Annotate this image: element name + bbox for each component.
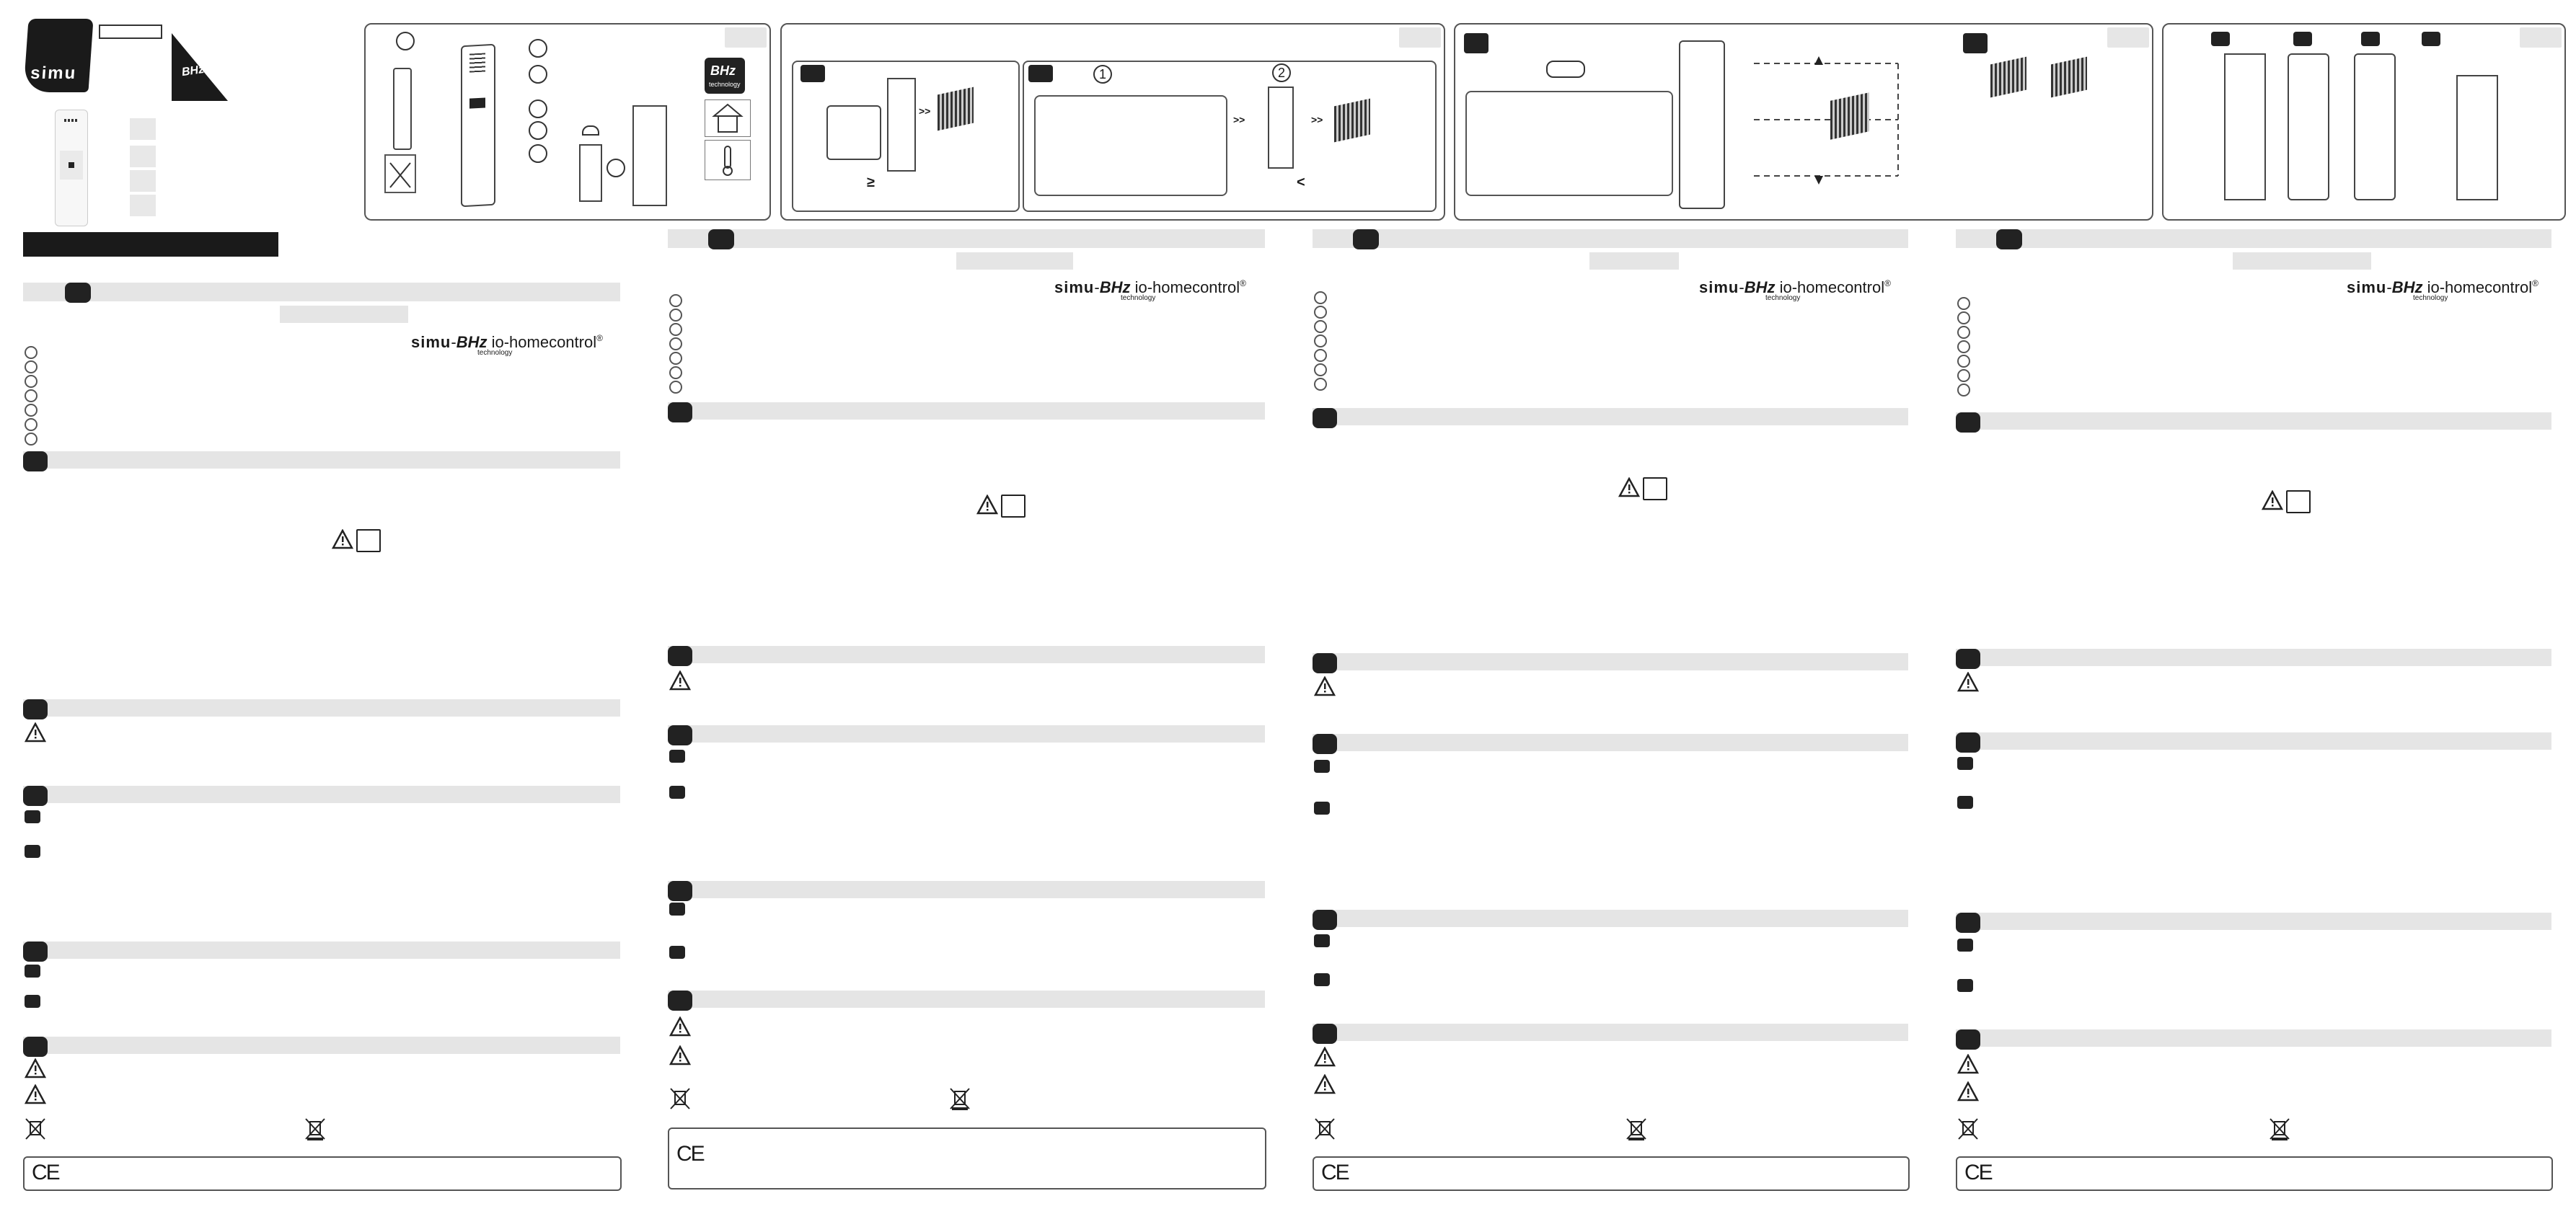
warning-icon (25, 1084, 46, 1104)
step-2-label: 2 (1272, 63, 1291, 82)
lt-symbol: < (1297, 174, 1305, 190)
key-icon (1546, 61, 1585, 78)
list-bullet-5 (1957, 355, 1970, 368)
sub-badge (25, 995, 40, 1008)
callout-2 (529, 65, 547, 84)
list-bullet-7 (669, 381, 682, 394)
manual-icon (1001, 495, 1025, 518)
list-bullet-4 (669, 337, 682, 350)
arrow-a: >> (919, 105, 931, 117)
list-bullet-1 (1314, 291, 1327, 304)
arrow-b1: >> (1233, 114, 1245, 125)
section-badge (1956, 1029, 1980, 1050)
weee-bin-icon-2 (304, 1117, 326, 1140)
led-table (1034, 95, 1227, 196)
subtitle-bar (1589, 252, 1679, 270)
section-bar-2 (668, 646, 1265, 663)
blind-icon-b (1334, 99, 1370, 143)
warning-icon (1957, 1081, 1979, 1102)
list-bullet-7 (1314, 378, 1327, 391)
blind-icon-d1 (1990, 57, 2026, 98)
section-bar-5 (1956, 1029, 2551, 1047)
step-badge-d (1963, 33, 1988, 53)
section-badge (1956, 412, 1980, 433)
section-badge (668, 402, 692, 422)
section-bar-safety (1313, 408, 1908, 425)
ce-mark-box (1313, 1156, 1910, 1191)
brand-technology: technology (1765, 294, 1801, 302)
led-table-c (1465, 91, 1673, 196)
diagram-panel-battery (2162, 23, 2566, 221)
simu-logo-text: simu (30, 63, 78, 83)
bhz-badge-tech: technology (709, 81, 741, 88)
lang-tab-3[interactable] (130, 170, 156, 192)
list-bullet-6 (669, 366, 682, 379)
brand-reg: ® (2532, 278, 2538, 288)
callout-6 (606, 159, 625, 177)
section-bar-5 (668, 991, 1265, 1008)
section-badge (23, 699, 48, 719)
subpanel-c2 (1953, 25, 2149, 216)
sub-badge (1957, 979, 1973, 992)
sub-badge (1314, 934, 1330, 947)
step-badge-b (1028, 65, 1053, 82)
language-badge (1353, 229, 1379, 249)
section-badge (1313, 734, 1337, 754)
product-photo-remote (55, 110, 88, 226)
list-bullet-2 (1314, 306, 1327, 319)
language-badge (65, 283, 91, 303)
panel-tab (725, 27, 767, 48)
sub-badge (1314, 760, 1330, 773)
simu-bhz-iohc-brand: simu-BHz io-homecontrol® technology (1699, 278, 1891, 302)
warning-icon (1957, 672, 1979, 692)
diagram-panel-overview (364, 23, 771, 221)
simu-bhz-iohc-brand: simu-BHz io-homecontrol® technology (411, 333, 603, 357)
section-badge (1313, 910, 1337, 930)
simu-logo (23, 19, 93, 92)
warning-icon (1618, 477, 1640, 497)
bhz-logo-text: BHz (180, 63, 206, 79)
remote-open-3 (2354, 53, 2396, 200)
section-bar-3 (1313, 734, 1908, 751)
remote-drawing (887, 78, 916, 172)
section-bar-3 (23, 786, 620, 803)
section-bar-3 (1956, 732, 2551, 750)
warning-icon (1314, 1047, 1336, 1067)
list-bullet-2 (1957, 311, 1970, 324)
manual-icon (356, 529, 381, 552)
blind-icon-c (1830, 92, 1869, 139)
section-badge (1313, 1024, 1337, 1044)
warning-icon (1314, 1074, 1336, 1094)
ce-mark-box (668, 1127, 1266, 1189)
bhz-badge-text: BHz (710, 63, 736, 78)
weee-bin-icon (669, 1087, 691, 1110)
ce-mark-box (23, 1156, 622, 1191)
warning-icon (2262, 490, 2283, 510)
motor-button-drawing (826, 105, 881, 160)
simu-bhz-iohc-brand: simu-BHz io-homecontrol® technology (1054, 278, 1246, 302)
subpanel-a (792, 61, 1020, 212)
section-header-bar (23, 283, 620, 301)
step-badge-a (800, 65, 825, 82)
list-bullet-2 (25, 360, 38, 373)
weee-bin-icon (25, 1117, 46, 1140)
panel-tab (1399, 27, 1441, 48)
language-badge (708, 229, 734, 249)
section-bar-safety (1956, 412, 2551, 430)
section-badge (23, 941, 48, 962)
cover-black-band (23, 232, 278, 257)
remote-open-4 (2456, 75, 2498, 200)
list-bullet-3 (25, 375, 38, 388)
list-bullet-5 (1314, 349, 1327, 362)
section-badge (1313, 408, 1337, 428)
brand-reg: ® (596, 333, 603, 343)
brand-iohc: io-homecontrol (1779, 278, 1885, 296)
brand-bhz: BHz (2391, 278, 2423, 296)
section-bar-safety (23, 451, 620, 469)
language-badge (1996, 229, 2022, 249)
sub-badge (669, 903, 685, 916)
lang-tab-1[interactable] (130, 118, 156, 140)
diagram-panel-pairing (780, 23, 1445, 221)
callout-4 (529, 121, 547, 140)
brand-technology: technology (477, 349, 513, 357)
panel-tab (2520, 27, 2562, 48)
subtitle-bar (2233, 252, 2371, 270)
brand-reg: ® (1884, 278, 1891, 288)
lang-tab-4[interactable] (130, 195, 156, 216)
section-bar-4 (23, 941, 620, 959)
ge-symbol: ≥ (867, 174, 875, 190)
thermometer-icon (705, 140, 751, 180)
section-badge (668, 646, 692, 666)
list-bullet-1 (25, 346, 38, 359)
brand-bhz: BHz (1099, 278, 1131, 296)
simu-bhz-iohc-brand: simu-BHz io-homecontrol® technology (2347, 278, 2538, 302)
warning-icon (669, 1045, 691, 1065)
section-badge (668, 881, 692, 901)
house-icon (705, 99, 751, 137)
ce-mark: CE (676, 1142, 704, 1166)
warning-icon (669, 1016, 691, 1037)
manual-icon (2286, 490, 2311, 513)
brand-iohc: io-homecontrol (1134, 278, 1240, 296)
callout-circle (396, 32, 415, 50)
weee-bin-icon-2 (2269, 1117, 2290, 1140)
brand-simu: simu (2347, 278, 2387, 296)
weee-bin-icon (1957, 1117, 1979, 1140)
step-badge-e1 (2211, 32, 2230, 46)
remote-drawing-c (1679, 40, 1725, 209)
brand-technology: technology (1121, 294, 1156, 302)
sub-badge (1314, 802, 1330, 815)
callout-3 (529, 99, 547, 118)
list-bullet-7 (1957, 384, 1970, 396)
section-bar-2 (1313, 653, 1908, 670)
section-badge (1956, 732, 1980, 753)
warning-icon (25, 1058, 46, 1078)
section-bar-4 (1313, 910, 1908, 927)
step-badge-e4 (2422, 32, 2440, 46)
section-bar-safety (668, 402, 1265, 420)
sub-badge (25, 965, 40, 978)
section-bar-3 (668, 725, 1265, 743)
brand-iohc: io-homecontrol (491, 333, 597, 351)
list-bullet-5 (669, 352, 682, 365)
weee-bin-icon-2 (1626, 1117, 1647, 1140)
sub-badge (1957, 757, 1973, 770)
list-bullet-5 (25, 404, 38, 417)
remote-top-icon (582, 125, 599, 136)
warning-icon (976, 495, 998, 515)
remote-front-drawing (461, 44, 495, 208)
brand-simu: simu (411, 333, 451, 351)
lang-tab-2[interactable] (130, 146, 156, 167)
warning-icon (25, 722, 46, 743)
brand-simu: simu (1054, 278, 1095, 296)
list-bullet-1 (669, 294, 682, 307)
list-bullet-3 (1314, 320, 1327, 333)
weee-bin-icon-2 (949, 1087, 971, 1110)
remote-open-1 (2224, 53, 2266, 200)
list-bullet-6 (1314, 363, 1327, 376)
list-bullet-7 (25, 433, 38, 446)
blind-icon-d2 (2051, 57, 2087, 98)
subtitle-bar (280, 306, 408, 323)
arrow-b2: >> (1311, 114, 1323, 125)
brand-bhz: BHz (1744, 278, 1776, 296)
warning-icon (332, 529, 353, 549)
step-badge-e3 (2361, 32, 2380, 46)
brand-bhz: BHz (456, 333, 488, 351)
remote-open-2 (2288, 53, 2329, 200)
section-bar-2 (1956, 649, 2551, 666)
ce-mark: CE (1964, 1161, 1992, 1184)
section-bar-4 (668, 881, 1265, 898)
wall-holder-drawing (393, 68, 412, 150)
section-badge (23, 451, 48, 471)
section-header-bar (668, 229, 1265, 248)
section-bar-5 (1313, 1024, 1908, 1041)
section-badge (668, 725, 692, 745)
step-badge-c (1464, 33, 1488, 53)
bhz-technology-badge (705, 58, 745, 94)
section-badge (668, 991, 692, 1011)
remote-small-drawing (579, 144, 602, 202)
section-badge (1313, 653, 1337, 673)
weee-bin-icon (1314, 1117, 1336, 1140)
callout-1 (529, 39, 547, 58)
ce-mark: CE (1321, 1161, 1349, 1184)
sub-badge (1957, 796, 1973, 809)
list-bullet-4 (1314, 334, 1327, 347)
section-badge (23, 1037, 48, 1057)
bhz-triangle-logo (170, 32, 229, 102)
section-header-bar (1313, 229, 1908, 248)
manual-icon (1643, 477, 1667, 500)
section-bar-2 (23, 699, 620, 717)
list-bullet-3 (669, 323, 682, 336)
brand-iohc: io-homecontrol (2427, 278, 2533, 296)
sub-badge (669, 946, 685, 959)
subtitle-bar (956, 252, 1073, 270)
section-header-bar (1956, 229, 2551, 248)
ce-mark: CE (32, 1161, 59, 1184)
list-bullet-6 (25, 418, 38, 431)
list-bullet-3 (1957, 326, 1970, 339)
warning-icon (1957, 1054, 1979, 1074)
step-badge-e2 (2293, 32, 2312, 46)
holder-detail-box (384, 154, 416, 193)
warning-icon (1314, 676, 1336, 696)
section-badge (1956, 649, 1980, 669)
sub-badge (1314, 973, 1330, 986)
section-bar-5 (23, 1037, 620, 1054)
brand-reg: ® (1240, 278, 1246, 288)
brand-technology: technology (2413, 294, 2448, 302)
sub-badge (1957, 939, 1973, 952)
callout-5 (529, 144, 547, 163)
list-bullet-4 (25, 389, 38, 402)
remote-wall-drawing (632, 105, 667, 206)
reference-box (99, 25, 162, 39)
sub-badge (25, 845, 40, 858)
list-bullet-6 (1957, 369, 1970, 382)
step-1-label: 1 (1093, 65, 1112, 84)
diagram-panel-operation (1454, 23, 2153, 221)
brand-simu: simu (1699, 278, 1739, 296)
section-bar-4 (1956, 913, 2551, 930)
remote-drawing-b (1268, 87, 1294, 169)
list-bullet-1 (1957, 297, 1970, 310)
subpanel-b (1023, 61, 1437, 212)
list-bullet-4 (1957, 340, 1970, 353)
blind-icon (938, 87, 974, 131)
sub-badge (669, 786, 685, 799)
list-bullet-2 (669, 309, 682, 322)
section-badge (23, 786, 48, 806)
section-badge (1956, 913, 1980, 933)
sub-badge (25, 810, 40, 823)
sub-badge (669, 750, 685, 763)
ce-mark-box (1956, 1156, 2553, 1191)
warning-icon (669, 670, 691, 691)
